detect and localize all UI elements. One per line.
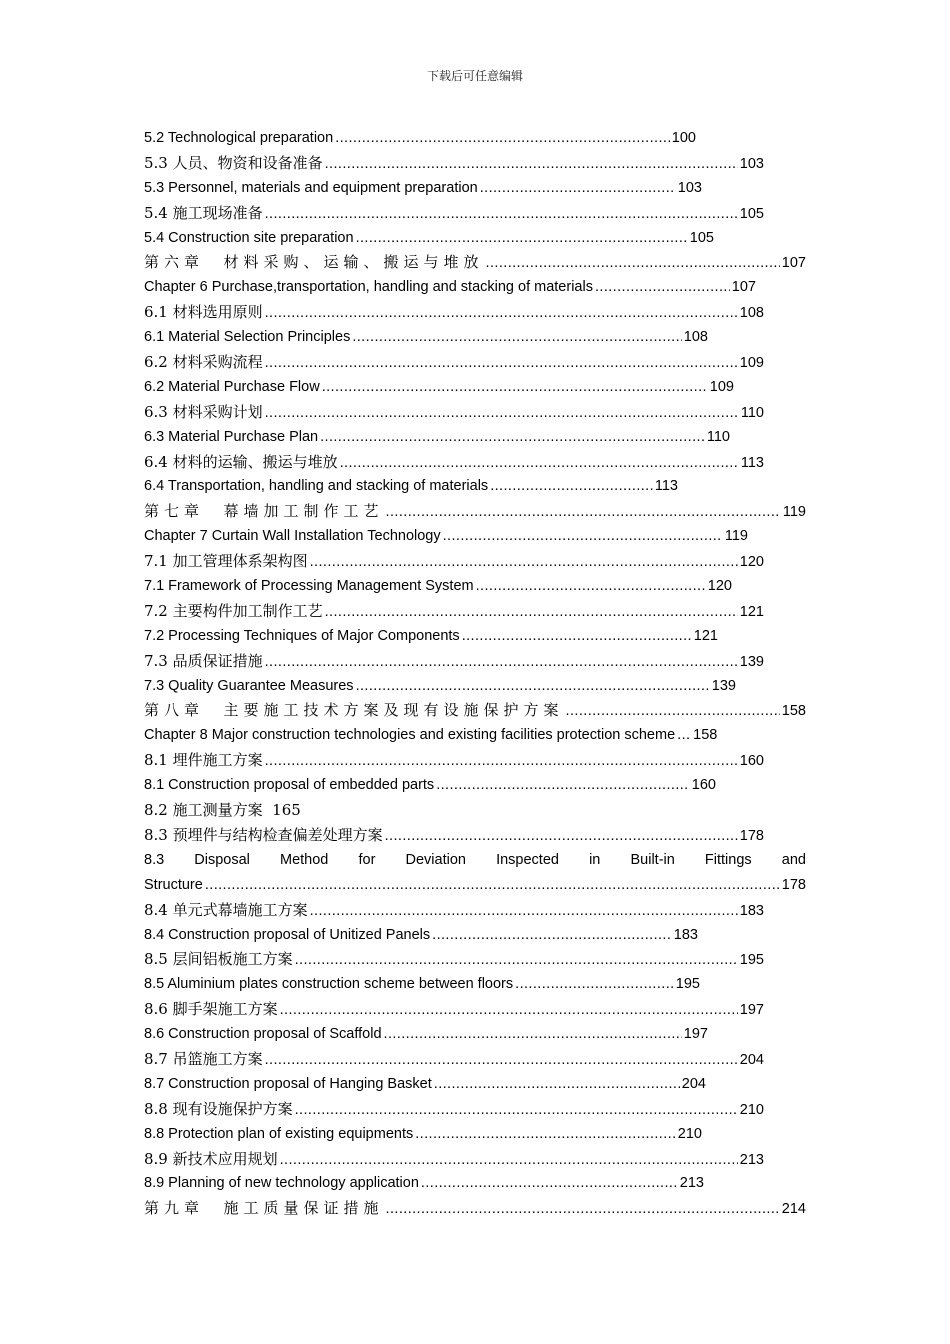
toc-page-number: 204 — [681, 1075, 706, 1092]
toc-leader-dots — [386, 500, 781, 525]
toc-leader-dots — [356, 226, 688, 251]
toc-entry[interactable] — [144, 425, 730, 450]
toc-entry[interactable] — [144, 1047, 764, 1072]
toc-entry-label: 6.2 材料采购流程 — [144, 353, 263, 372]
toc-entry-label: 7.3 Quality Guarantee Measures — [144, 677, 354, 694]
toc-leader-dots — [295, 948, 738, 973]
toc-entry-label: 8.2 施工测量方案 165 — [144, 801, 301, 820]
toc-entry[interactable] — [144, 823, 764, 848]
toc-page-number: 109 — [709, 378, 734, 395]
toc-entry-label: 6.3 材料采购计划 — [144, 402, 263, 421]
toc-page-number: 213 — [739, 1151, 764, 1168]
toc-page-number: 197 — [739, 1002, 764, 1019]
toc-entry-label: Chapter 7 Curtain Wall Installation Technology — [144, 528, 441, 545]
toc-entry-word: 8.3 — [144, 851, 165, 868]
toc-leader-dots — [265, 351, 738, 376]
toc-entry[interactable] — [144, 474, 678, 499]
toc-page-number: 110 — [706, 428, 730, 445]
toc-entry-label: 第六章 材料采购、运输、搬运与堆放 — [144, 253, 484, 272]
toc-entry-label: 5.3 人员、物资和设备准备 — [144, 153, 323, 172]
toc-leader-dots — [265, 749, 738, 774]
toc-leader-dots — [280, 1148, 738, 1173]
toc-entry[interactable] — [144, 773, 716, 798]
toc-entry[interactable] — [144, 1171, 704, 1196]
toc-page-number: 120 — [707, 578, 732, 595]
toc-entry-label: 8.3 预埋件与结构检查偏差处理方案 — [144, 825, 383, 844]
toc-entry[interactable] — [144, 1022, 708, 1047]
toc-entry[interactable] — [144, 300, 764, 325]
toc-page-number: 108 — [683, 329, 708, 346]
toc-entry-label: Structure — [144, 876, 203, 893]
toc-leader-dots — [265, 401, 739, 426]
toc-page-number: 178 — [781, 876, 806, 893]
toc-leader-dots — [476, 574, 706, 599]
toc-entry-label: 8.7 Construction proposal of Hanging Basket — [144, 1075, 432, 1092]
toc-page-number: 109 — [739, 355, 764, 372]
toc-leader-dots — [265, 1048, 738, 1073]
toc-leader-dots — [443, 524, 723, 549]
toc-leader-dots — [436, 773, 690, 798]
toc-entry[interactable] — [144, 201, 764, 226]
toc-entry[interactable] — [144, 898, 764, 923]
toc-leader-dots — [295, 1098, 738, 1123]
toc-page-number: 160 — [739, 753, 764, 770]
toc-page-number: 197 — [683, 1026, 708, 1043]
toc-entry-word: Deviation — [405, 851, 466, 868]
toc-entry[interactable] — [144, 151, 764, 176]
toc-page-number: 107 — [731, 279, 756, 296]
page-header: 下载后可任意编辑 — [426, 69, 523, 83]
toc-leader-dots — [486, 251, 780, 276]
toc-leader-dots — [325, 152, 738, 177]
toc-page-number: 107 — [781, 255, 806, 272]
toc-entry[interactable] — [144, 997, 764, 1022]
toc-leader-dots — [677, 723, 691, 748]
toc-entry[interactable] — [144, 698, 806, 723]
toc-entry-word: in — [589, 851, 601, 868]
toc-entry-label: 8.4 Construction proposal of Unitized Panels — [144, 926, 431, 943]
toc-entry-label: 8.4 单元式幕墙施工方案 — [144, 900, 308, 919]
toc-entry-label: 6.2 Material Purchase Flow — [144, 378, 320, 395]
toc-entry[interactable] — [144, 649, 764, 674]
toc-leader-dots — [310, 899, 738, 924]
toc-entry-label: 8.1 埋件施工方案 — [144, 751, 263, 770]
toc-entry-label: 6.4 Transportation, handling and stacking of materials — [144, 478, 489, 495]
toc-entry-label: 8.8 Protection plan of existing equipments — [144, 1125, 414, 1142]
toc-page-number: 195 — [739, 952, 764, 969]
toc-page-number: 213 — [679, 1175, 704, 1192]
toc-leader-dots — [310, 550, 738, 575]
toc-entry[interactable] — [144, 126, 696, 151]
toc-leader-dots — [325, 600, 738, 625]
toc-entry[interactable] — [144, 1097, 764, 1122]
toc-entry-label: 8.1 Construction proposal of embedded parts — [144, 777, 435, 794]
toc-page-number: 103 — [739, 155, 764, 172]
toc-leader-dots — [480, 176, 676, 201]
toc-entry[interactable] — [144, 748, 764, 773]
toc-page-number: 195 — [675, 976, 700, 993]
toc-entry-word: Fittings — [704, 851, 752, 868]
toc-entry[interactable] — [144, 599, 764, 624]
toc-entry-word: Method — [280, 851, 329, 868]
toc-page-number: 158 — [781, 703, 806, 720]
toc-leader-dots — [356, 674, 710, 699]
toc-leader-dots — [265, 202, 738, 227]
toc-entry-word: for — [358, 851, 376, 868]
toc-entry-label: 第八章 主要施工技术方案及现有设施保护方案 — [144, 701, 564, 720]
toc-entry[interactable] — [144, 226, 714, 251]
toc-page-number: 139 — [711, 677, 736, 694]
toc-entry-label: 8.6 Construction proposal of Scaffold — [144, 1026, 382, 1043]
toc-entry-label: 8.8 现有设施保护方案 — [144, 1099, 293, 1118]
toc-leader-dots — [280, 998, 738, 1023]
toc-page-number: 178 — [739, 827, 764, 844]
toc-entry-label: 第七章 幕墙加工制作工艺 — [144, 502, 384, 521]
toc-page-number: 119 — [724, 528, 748, 545]
toc-entry-word: Built-in — [630, 851, 675, 868]
toc-entry-label: 8.6 脚手架施工方案 — [144, 1000, 278, 1019]
toc-page-number: 120 — [739, 554, 764, 571]
toc-entry-label: 5.2 Technological preparation — [144, 130, 334, 146]
toc-entry-label: 6.3 Material Purchase Plan — [144, 428, 319, 445]
toc-entry-label: 8.5 Aluminium plates construction scheme between floors — [144, 976, 514, 993]
toc-page-number: 113 — [740, 454, 764, 471]
toc-entry[interactable] — [144, 524, 748, 549]
toc-entry-label: Chapter 8 Major construction technologies and existing facilities protection scheme — [144, 727, 676, 744]
toc-entry[interactable] — [144, 275, 756, 300]
toc-page-number: 121 — [739, 603, 764, 620]
toc-entry-label: 8.7 吊篮施工方案 — [144, 1049, 263, 1068]
toc-leader-dots — [386, 1197, 780, 1222]
toc-entry-label: 8.5 层间铝板施工方案 — [144, 950, 293, 969]
toc-page-number: 105 — [689, 229, 714, 246]
toc-entry[interactable] — [144, 723, 756, 748]
toc-leader-dots — [415, 1122, 676, 1147]
toc-page-number: 121 — [693, 627, 718, 644]
toc-entry-label: 7.3 品质保证措施 — [144, 651, 263, 670]
toc-entry[interactable] — [144, 873, 806, 898]
toc-entry-label: 8.9 新技术应用规划 — [144, 1149, 278, 1168]
toc-entry[interactable] — [144, 1122, 702, 1147]
toc-entry[interactable] — [144, 350, 764, 375]
toc-entry-word: Disposal — [194, 851, 250, 868]
toc-leader-dots — [490, 474, 653, 499]
toc-entry-label: 6.4 材料的运输、搬运与堆放 — [144, 452, 338, 471]
toc-entry-label: 8.9 Planning of new technology application — [144, 1175, 419, 1192]
toc-leader-dots — [322, 375, 708, 400]
toc-leader-dots — [385, 824, 738, 849]
toc-entry-label: 5.4 施工现场准备 — [144, 203, 263, 222]
toc-leader-dots — [265, 301, 738, 326]
toc-entry[interactable] — [144, 574, 732, 599]
toc-leader-dots — [432, 923, 672, 948]
toc-page-number: 110 — [740, 404, 764, 421]
toc-entry-label: 7.2 主要构件加工制作工艺 — [144, 601, 323, 620]
toc-leader-dots — [566, 699, 780, 724]
toc-entry-word: and — [781, 851, 806, 868]
toc-entry[interactable] — [144, 400, 764, 425]
toc-page-number: 108 — [739, 305, 764, 322]
toc-entry[interactable] — [144, 923, 698, 948]
toc-entry[interactable] — [144, 499, 806, 524]
toc-page-number: 183 — [739, 902, 764, 919]
toc-leader-dots — [421, 1171, 678, 1196]
toc-page-number: 214 — [781, 1201, 806, 1218]
toc-entry[interactable] — [144, 972, 700, 997]
toc-entry[interactable] — [144, 1072, 706, 1097]
toc-leader-dots — [384, 1022, 682, 1047]
toc-entry-label: 7.1 Framework of Processing Management System — [144, 578, 474, 595]
toc-page-number: 113 — [654, 478, 678, 495]
toc-page-number: 158 — [693, 727, 718, 744]
toc-entry-label: 6.1 材料选用原则 — [144, 303, 263, 322]
toc-page-number: 204 — [739, 1051, 764, 1068]
toc-entry-label: 5.4 Construction site preparation — [144, 229, 354, 246]
toc-entry[interactable] — [144, 848, 806, 873]
toc-entry[interactable] — [144, 325, 708, 350]
toc-entry-word: Inspected — [496, 851, 559, 868]
toc-entry-label: 第九章 施工质量保证措施 — [144, 1199, 384, 1218]
toc-entry-label: 5.3 Personnel, materials and equipment preparation — [144, 179, 478, 196]
toc-page-number: 210 — [677, 1125, 702, 1142]
toc-entry[interactable] — [144, 947, 764, 972]
toc-leader-dots — [340, 451, 739, 476]
toc-entry[interactable] — [144, 798, 806, 823]
toc-page-number: 100 — [671, 130, 696, 146]
toc-entry[interactable] — [144, 624, 718, 649]
toc-leader-dots — [515, 972, 674, 997]
toc-entry-label: 6.1 Material Selection Principles — [144, 329, 351, 346]
toc-page-number: 119 — [782, 504, 806, 521]
toc-entry[interactable] — [144, 1147, 764, 1172]
toc-leader-dots — [434, 1072, 680, 1097]
toc-entry[interactable] — [144, 1196, 806, 1221]
toc-leader-dots — [352, 325, 681, 350]
toc-page-number: 210 — [739, 1101, 764, 1118]
toc-entry[interactable] — [144, 674, 736, 699]
toc-entry-label: 7.1 加工管理体系架构图 — [144, 552, 308, 571]
toc-leader-dots — [335, 126, 670, 151]
toc-page-number: 183 — [673, 926, 698, 943]
toc-page-number: 160 — [691, 777, 716, 794]
toc-leader-dots — [462, 624, 692, 649]
toc-leader-dots — [205, 873, 780, 898]
toc-entry[interactable] — [144, 250, 806, 275]
toc-leader-dots — [320, 425, 705, 450]
toc-entry[interactable] — [144, 176, 702, 201]
toc-entry[interactable] — [144, 549, 764, 574]
toc-page-number: 103 — [677, 179, 702, 196]
toc-entry-label: Chapter 6 Purchase,transportation, handling and stacking of materials — [144, 279, 593, 296]
table-of-contents — [144, 126, 806, 1221]
toc-leader-dots — [265, 650, 738, 675]
toc-entry[interactable] — [144, 375, 734, 400]
toc-entry[interactable] — [144, 450, 764, 475]
toc-page-number: 105 — [739, 205, 764, 222]
toc-page-number: 139 — [739, 653, 764, 670]
toc-leader-dots — [595, 275, 730, 300]
toc-entry-label: 7.2 Processing Techniques of Major Components — [144, 627, 460, 644]
